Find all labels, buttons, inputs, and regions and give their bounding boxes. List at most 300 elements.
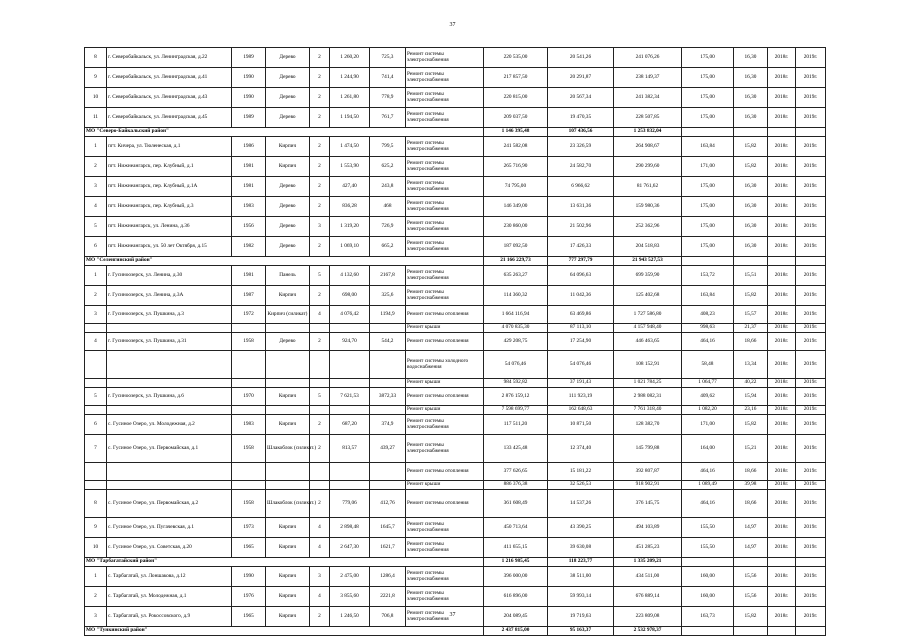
unit-cost-cell: 23,16: [734, 406, 768, 415]
total-cost-cell: 223 809,08: [614, 607, 682, 627]
living-area-cell: 1194,9: [370, 306, 406, 324]
total-cost-cell: 81 761,62: [614, 177, 682, 197]
total-area-cell: 1 246,50: [330, 607, 370, 627]
row-number-cell: 2: [85, 157, 107, 177]
address-cell: с. Гусиное Озеро, ул. Молодежная, д.2: [107, 415, 232, 435]
cost-cell: 187 092,50: [484, 237, 548, 257]
start-year-cell: 2018г.: [768, 388, 796, 406]
start-year-cell: 2018г.: [768, 266, 796, 286]
material-cell: Дерево: [266, 108, 310, 128]
work-type-cell: Ремонт системы электроснабжения: [406, 68, 484, 88]
row-number-cell: 5: [85, 217, 107, 237]
cost-cell: 107 436,56: [548, 128, 614, 137]
work-type-cell: Ремонт системы холодного водоснабжения: [406, 351, 484, 379]
start-year-cell: 2018г.: [768, 538, 796, 558]
total-area-cell: 836,28: [330, 197, 370, 217]
unit-cost-cell: 155,50: [682, 518, 734, 538]
unit-cost-cell: 175,00: [682, 217, 734, 237]
cost-cell: 20 567,34: [548, 88, 614, 108]
address-cell: г. Северобайкальск, ул. Ленинградская, д.22: [107, 48, 232, 68]
work-type-cell: Ремонт системы отопления: [406, 388, 484, 406]
material-cell: Кирпич: [266, 388, 310, 406]
unit-cost-cell: 14,97: [734, 518, 768, 538]
table-row: [85, 88, 826, 108]
living-area-cell: 3872,33: [370, 388, 406, 406]
table-row: [85, 415, 826, 435]
table-subrow: [85, 406, 826, 415]
floors-cell: 2: [310, 48, 330, 68]
year-cell: 1981: [232, 266, 266, 286]
total-area-cell: 427,40: [330, 177, 370, 197]
empty-cell: [310, 481, 330, 490]
empty-cell: [796, 257, 826, 266]
living-area-cell: 706,8: [370, 607, 406, 627]
row-number-cell: 4: [85, 333, 107, 351]
cost-cell: 20 291,87: [548, 68, 614, 88]
total-area-cell: 1 069,10: [330, 237, 370, 257]
address-cell: с. Тарбагатай, ул. Лоншакова, д.12: [107, 567, 232, 587]
total-cost-cell: 1 727 586,80: [614, 306, 682, 324]
table-row: [85, 306, 826, 324]
total-cost-cell: 108 152,91: [614, 351, 682, 379]
material-cell: Кирпич: [266, 137, 310, 157]
address-cell: г. Северобайкальск, ул. Ленинградская, д.45: [107, 108, 232, 128]
row-number-cell: 9: [85, 518, 107, 538]
total-area-cell: 4 132,60: [330, 266, 370, 286]
cost-cell: 220 815,00: [484, 88, 548, 108]
end-year-cell: 2019г.: [796, 406, 826, 415]
cost-cell: 1 146 395,48: [484, 128, 548, 137]
total-cost-cell: 159 980,36: [614, 197, 682, 217]
district-total-row: [85, 128, 826, 137]
work-type-cell: Ремонт крыши: [406, 324, 484, 333]
table-subrow: [85, 481, 826, 490]
district-name-cell: МО "Тарбагатайский район": [85, 558, 484, 567]
empty-cell: [370, 463, 406, 481]
start-year-cell: 2018г.: [768, 157, 796, 177]
row-number-cell: 3: [85, 607, 107, 627]
cost-cell: 13 631,36: [548, 197, 614, 217]
total-area-cell: 2 647,30: [330, 538, 370, 558]
start-year-cell: 2018г.: [768, 88, 796, 108]
cost-cell: 4 070 835,30: [484, 324, 548, 333]
empty-cell: [370, 324, 406, 333]
start-year-cell: 2018г.: [768, 518, 796, 538]
district-name-cell: МО "Селенгинский район": [85, 257, 484, 266]
unit-cost-cell: 163,73: [682, 607, 734, 627]
start-year-cell: 2018г.: [768, 137, 796, 157]
row-number-cell: 3: [85, 306, 107, 324]
unit-cost-cell: 1 089,49: [682, 481, 734, 490]
material-cell: Дерево: [266, 68, 310, 88]
total-cost-cell: 252 362,96: [614, 217, 682, 237]
empty-cell: [266, 481, 310, 490]
empty-cell: [85, 351, 107, 379]
unit-cost-cell: 16,30: [734, 48, 768, 68]
total-area-cell: 3 855,60: [330, 587, 370, 607]
living-area-cell: 243,8: [370, 177, 406, 197]
year-cell: 1956: [232, 217, 266, 237]
row-number-cell: 1: [85, 266, 107, 286]
row-number-cell: 10: [85, 538, 107, 558]
empty-cell: [370, 379, 406, 388]
unit-cost-cell: 1 064,77: [682, 379, 734, 388]
empty-cell: [266, 406, 310, 415]
floors-cell: 2: [310, 607, 330, 627]
end-year-cell: 2019г.: [796, 108, 826, 128]
material-cell: Шлакоблок (силикат.): [266, 490, 310, 518]
work-type-cell: Ремонт системы электроснабжения: [406, 108, 484, 128]
floors-cell: 2: [310, 415, 330, 435]
total-area-cell: 4 076,42: [330, 306, 370, 324]
empty-cell: [682, 558, 734, 567]
start-year-cell: 2018г.: [768, 415, 796, 435]
year-cell: 1958: [232, 333, 266, 351]
table-row: [85, 518, 826, 538]
start-year-cell: 2018г.: [768, 286, 796, 306]
empty-cell: [768, 627, 796, 636]
empty-cell: [768, 558, 796, 567]
work-type-cell: Ремонт системы электроснабжения: [406, 88, 484, 108]
material-cell: Кирпич (силикат): [266, 306, 310, 324]
empty-cell: [310, 351, 330, 379]
page-number-top: 37: [449, 22, 456, 28]
cost-cell: 19 719,63: [548, 607, 614, 627]
work-type-cell: Ремонт системы электроснабжения: [406, 286, 484, 306]
empty-cell: [330, 481, 370, 490]
district-total-row: [85, 257, 826, 266]
cost-cell: 2 437 815,00: [484, 627, 548, 636]
row-number-cell: 6: [85, 415, 107, 435]
table-row: [85, 177, 826, 197]
unit-cost-cell: 409,62: [682, 388, 734, 406]
floors-cell: 2: [310, 157, 330, 177]
work-type-cell: Ремонт системы электроснабжения: [406, 237, 484, 257]
total-area-cell: 779,06: [330, 490, 370, 518]
address-cell: г. Гусиноозерск, ул. Ленина, д.30: [107, 266, 232, 286]
cost-cell: 12 374,40: [548, 435, 614, 463]
total-area-cell: 1 474,50: [330, 137, 370, 157]
total-cost-cell: 228 507,85: [614, 108, 682, 128]
living-area-cell: 544,2: [370, 333, 406, 351]
material-cell: Дерево: [266, 88, 310, 108]
address-cell: пгт. Нижнеангарск, ул. 50 лет Октября, д.15: [107, 237, 232, 257]
cost-cell: 635 263,27: [484, 266, 548, 286]
unit-cost-cell: 16,30: [734, 217, 768, 237]
total-cost-cell: 241 382,34: [614, 88, 682, 108]
row-number-cell: 7: [85, 435, 107, 463]
work-type-cell: Ремонт системы электроснабжения: [406, 435, 484, 463]
living-area-cell: 726,9: [370, 217, 406, 237]
empty-cell: [330, 406, 370, 415]
cost-cell: 19 470,35: [548, 108, 614, 128]
end-year-cell: 2019г.: [796, 157, 826, 177]
unit-cost-cell: 163,84: [682, 137, 734, 157]
empty-cell: [107, 351, 232, 379]
unit-cost-cell: 18,66: [734, 463, 768, 481]
cost-cell: 361 608,49: [484, 490, 548, 518]
floors-cell: 2: [310, 333, 330, 351]
empty-cell: [85, 324, 107, 333]
empty-cell: [266, 351, 310, 379]
unit-cost-cell: 160,00: [682, 587, 734, 607]
table-row: [85, 286, 826, 306]
cost-cell: 133 425,48: [484, 435, 548, 463]
table-subrow: [85, 324, 826, 333]
cost-cell: 429 208,75: [484, 333, 548, 351]
cost-cell: 217 857,50: [484, 68, 548, 88]
unit-cost-cell: 15,82: [734, 286, 768, 306]
floors-cell: 3: [310, 217, 330, 237]
end-year-cell: 2019г.: [796, 587, 826, 607]
unit-cost-cell: 40,22: [734, 379, 768, 388]
row-number-cell: 1: [85, 567, 107, 587]
cost-cell: 54 076,46: [548, 351, 614, 379]
living-area-cell: 2221,8: [370, 587, 406, 607]
cost-cell: 162 648,63: [548, 406, 614, 415]
living-area-cell: 468: [370, 197, 406, 217]
start-year-cell: 2018г.: [768, 481, 796, 490]
start-year-cell: 2018г.: [768, 490, 796, 518]
cost-cell: 616 896,00: [484, 587, 548, 607]
floors-cell: 2: [310, 490, 330, 518]
start-year-cell: 2018г.: [768, 379, 796, 388]
unit-cost-cell: 15,57: [734, 306, 768, 324]
material-cell: Кирпич: [266, 567, 310, 587]
unit-cost-cell: 175,00: [682, 197, 734, 217]
unit-cost-cell: 153,72: [682, 266, 734, 286]
year-cell: 1958: [232, 435, 266, 463]
empty-cell: [107, 406, 232, 415]
unit-cost-cell: 1 082,20: [682, 406, 734, 415]
cost-cell: 54 076,46: [484, 351, 548, 379]
start-year-cell: 2018г.: [768, 48, 796, 68]
empty-cell: [310, 379, 330, 388]
empty-cell: [310, 406, 330, 415]
material-cell: Дерево: [266, 333, 310, 351]
district-name-cell: МО "Тункинский район": [85, 627, 484, 636]
row-number-cell: 9: [85, 68, 107, 88]
floors-cell: 2: [310, 137, 330, 157]
living-area-cell: 412,76: [370, 490, 406, 518]
year-cell: 1965: [232, 538, 266, 558]
table-row: [85, 68, 826, 88]
total-cost-cell: 676 889,14: [614, 587, 682, 607]
floors-cell: 4: [310, 306, 330, 324]
end-year-cell: 2019г.: [796, 217, 826, 237]
unit-cost-cell: 13,34: [734, 351, 768, 379]
unit-cost-cell: 998,63: [682, 324, 734, 333]
start-year-cell: 2018г.: [768, 237, 796, 257]
floors-cell: 3: [310, 567, 330, 587]
end-year-cell: 2019г.: [796, 607, 826, 627]
unit-cost-cell: 15,51: [734, 266, 768, 286]
empty-cell: [682, 257, 734, 266]
end-year-cell: 2019г.: [796, 177, 826, 197]
living-area-cell: 1645,7: [370, 518, 406, 538]
district-total-row: [85, 558, 826, 567]
unit-cost-cell: 175,00: [682, 177, 734, 197]
living-area-cell: 799,5: [370, 137, 406, 157]
year-cell: 1990: [232, 68, 266, 88]
floors-cell: 4: [310, 538, 330, 558]
start-year-cell: 2018г.: [768, 68, 796, 88]
address-cell: пгт. Нижнеангарск, пер. Клубный, д.1: [107, 157, 232, 177]
cost-cell: 118 223,77: [548, 558, 614, 567]
row-number-cell: 2: [85, 587, 107, 607]
year-cell: 1989: [232, 48, 266, 68]
material-cell: Кирпич: [266, 538, 310, 558]
empty-cell: [682, 627, 734, 636]
work-type-cell: Ремонт системы электроснабжения: [406, 518, 484, 538]
floors-cell: 2: [310, 286, 330, 306]
empty-cell: [232, 406, 266, 415]
total-area-cell: 2 898,48: [330, 518, 370, 538]
unit-cost-cell: 15,56: [734, 587, 768, 607]
empty-cell: [734, 558, 768, 567]
floors-cell: 2: [310, 177, 330, 197]
end-year-cell: 2019г.: [796, 197, 826, 217]
total-cost-cell: 21 943 527,53: [614, 257, 682, 266]
work-type-cell: Ремонт системы отопления: [406, 333, 484, 351]
end-year-cell: 2019г.: [796, 306, 826, 324]
cost-cell: 114 360,32: [484, 286, 548, 306]
material-cell: Дерево: [266, 217, 310, 237]
start-year-cell: 2018г.: [768, 351, 796, 379]
empty-cell: [682, 128, 734, 137]
cost-cell: 411 655,15: [484, 538, 548, 558]
empty-cell: [232, 481, 266, 490]
floors-cell: 4: [310, 587, 330, 607]
work-type-cell: Ремонт системы электроснабжения: [406, 197, 484, 217]
cost-cell: 396 000,00: [484, 567, 548, 587]
material-cell: Дерево: [266, 177, 310, 197]
empty-cell: [768, 257, 796, 266]
year-cell: 1976: [232, 587, 266, 607]
year-cell: 1970: [232, 388, 266, 406]
cost-cell: 17 426,33: [548, 237, 614, 257]
empty-cell: [330, 379, 370, 388]
cost-cell: 43 390,25: [548, 518, 614, 538]
unit-cost-cell: 15,21: [734, 435, 768, 463]
cost-cell: 7 598 699,77: [484, 406, 548, 415]
start-year-cell: 2018г.: [768, 197, 796, 217]
living-area-cell: 325,6: [370, 286, 406, 306]
empty-cell: [370, 406, 406, 415]
unit-cost-cell: 175,00: [682, 108, 734, 128]
year-cell: 1982: [232, 237, 266, 257]
district-total-row: [85, 627, 826, 636]
year-cell: 1990: [232, 88, 266, 108]
table-row: [85, 217, 826, 237]
empty-cell: [232, 463, 266, 481]
total-area-cell: 687,20: [330, 415, 370, 435]
address-cell: с. Тарбагатай, ул. Рокоссовского, д.9: [107, 607, 232, 627]
address-cell: г. Гусиноозерск, ул. Ленина, д.3А: [107, 286, 232, 306]
floors-cell: 2: [310, 197, 330, 217]
work-type-cell: Ремонт системы электроснабжения: [406, 607, 484, 627]
address-cell: пгт. Нижнеангарск, ул. Ленина, д.36: [107, 217, 232, 237]
table-row: [85, 108, 826, 128]
empty-cell: [796, 627, 826, 636]
end-year-cell: 2019г.: [796, 324, 826, 333]
start-year-cell: 2018г.: [768, 607, 796, 627]
start-year-cell: 2018г.: [768, 108, 796, 128]
cost-cell: 23 326,59: [548, 137, 614, 157]
empty-cell: [266, 379, 310, 388]
cost-cell: 230 860,00: [484, 217, 548, 237]
total-cost-cell: 125 402,68: [614, 286, 682, 306]
repair-program-table: [84, 47, 826, 636]
empty-cell: [370, 351, 406, 379]
table-subrow: [85, 351, 826, 379]
table-row: [85, 388, 826, 406]
start-year-cell: 2018г.: [768, 435, 796, 463]
empty-cell: [734, 257, 768, 266]
total-area-cell: 1 261,80: [330, 88, 370, 108]
start-year-cell: 2018г.: [768, 567, 796, 587]
year-cell: 1989: [232, 108, 266, 128]
end-year-cell: 2019г.: [796, 333, 826, 351]
unit-cost-cell: 16,30: [734, 197, 768, 217]
address-cell: пгт. Нижнеангарск, пер. Клубный, д.1А: [107, 177, 232, 197]
unit-cost-cell: 18,66: [734, 490, 768, 518]
material-cell: Дерево: [266, 237, 310, 257]
unit-cost-cell: 175,00: [682, 237, 734, 257]
unit-cost-cell: 16,30: [734, 177, 768, 197]
cost-cell: 74 795,00: [484, 177, 548, 197]
empty-cell: [796, 558, 826, 567]
year-cell: 1986: [232, 137, 266, 157]
unit-cost-cell: 15,82: [734, 607, 768, 627]
cost-cell: 265 716,90: [484, 157, 548, 177]
year-cell: 1987: [232, 286, 266, 306]
unit-cost-cell: 39,98: [734, 481, 768, 490]
total-cost-cell: 392 807,87: [614, 463, 682, 481]
cost-cell: 39 630,08: [548, 538, 614, 558]
total-cost-cell: 1 021 784,25: [614, 379, 682, 388]
start-year-cell: 2018г.: [768, 587, 796, 607]
empty-cell: [330, 324, 370, 333]
work-type-cell: Ремонт системы электроснабжения: [406, 587, 484, 607]
empty-cell: [266, 324, 310, 333]
work-type-cell: Ремонт системы отопления: [406, 490, 484, 518]
living-area-cell: 725,3: [370, 48, 406, 68]
living-area-cell: 1286,4: [370, 567, 406, 587]
total-cost-cell: 7 761 318,40: [614, 406, 682, 415]
end-year-cell: 2019г.: [796, 351, 826, 379]
unit-cost-cell: 15,82: [734, 157, 768, 177]
address-cell: с. Гусиное Озеро, ул. Советская, д.20: [107, 538, 232, 558]
floors-cell: 4: [310, 518, 330, 538]
cost-cell: 2 876 159,12: [484, 388, 548, 406]
unit-cost-cell: 171,00: [682, 415, 734, 435]
table-row: [85, 157, 826, 177]
empty-cell: [370, 481, 406, 490]
row-number-cell: 1: [85, 137, 107, 157]
floors-cell: 5: [310, 388, 330, 406]
empty-cell: [266, 463, 310, 481]
start-year-cell: 2018г.: [768, 217, 796, 237]
total-area-cell: 1 194,50: [330, 108, 370, 128]
unit-cost-cell: 175,00: [682, 48, 734, 68]
total-area-cell: 1 244,90: [330, 68, 370, 88]
floors-cell: 2: [310, 68, 330, 88]
cost-cell: 1 664 116,94: [484, 306, 548, 324]
row-number-cell: 8: [85, 48, 107, 68]
cost-cell: 21 502,96: [548, 217, 614, 237]
unit-cost-cell: 21,37: [734, 324, 768, 333]
